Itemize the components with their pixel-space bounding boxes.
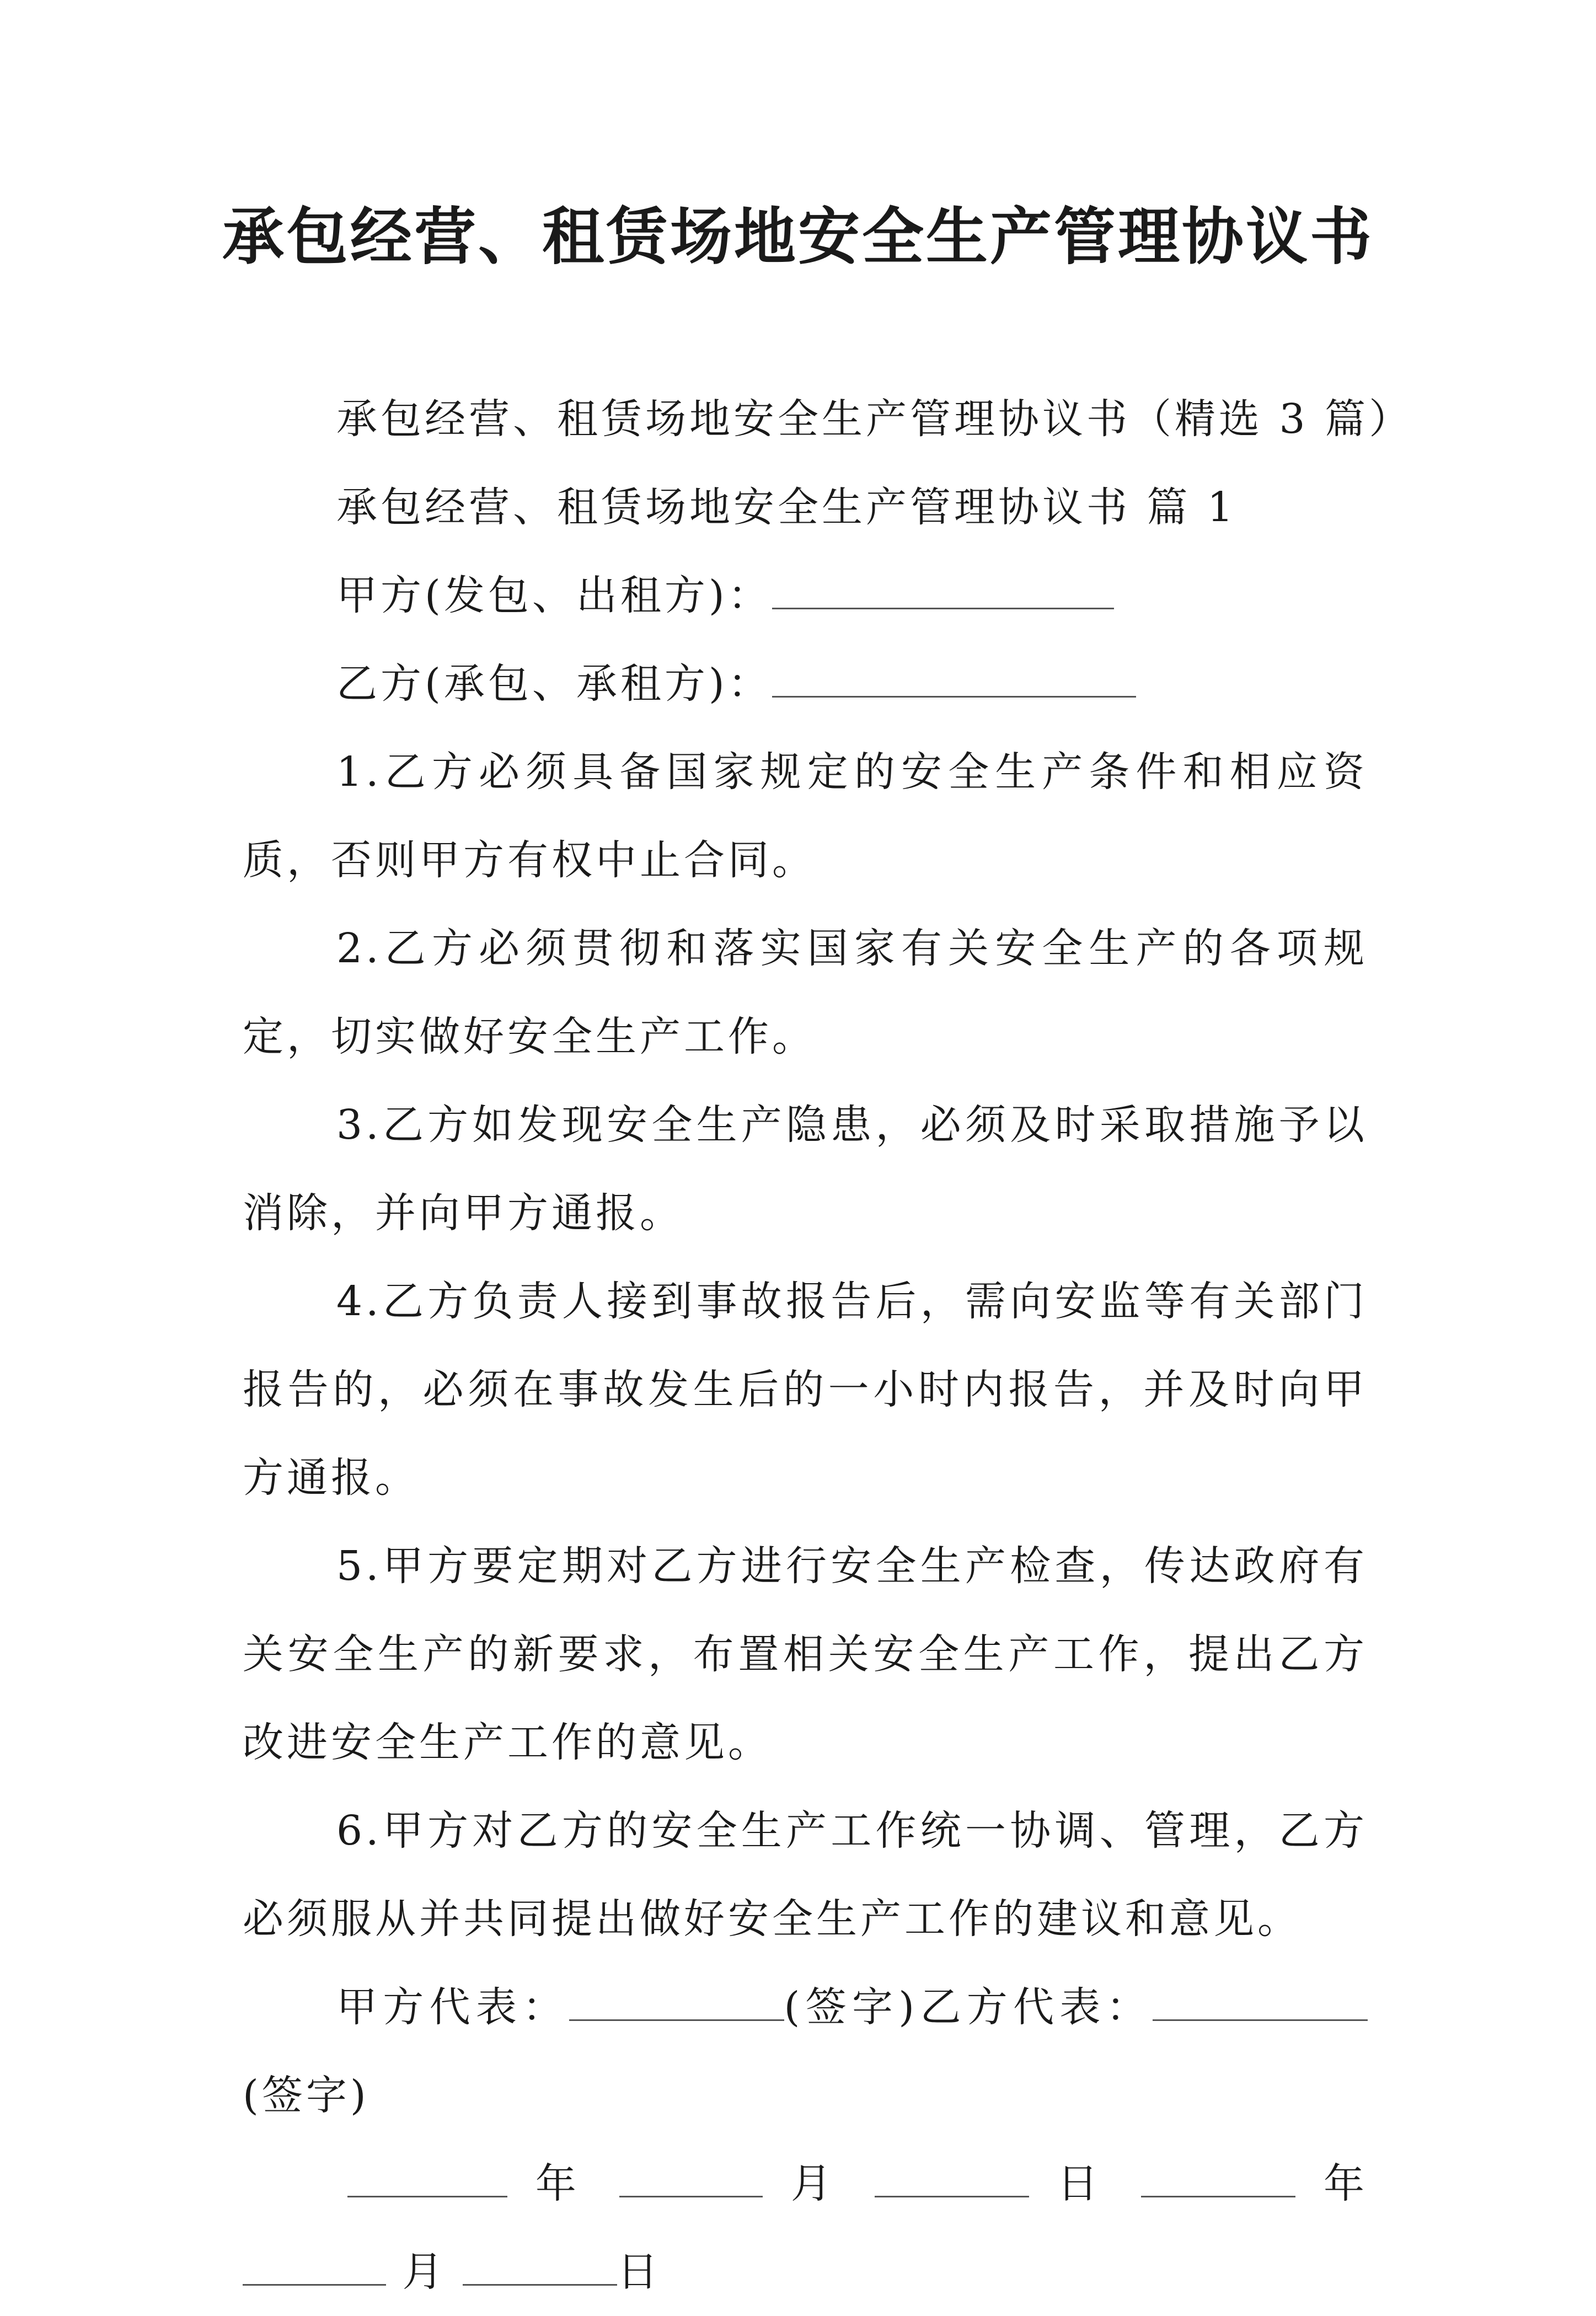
date-a-month-blank[interactable]	[619, 2157, 763, 2197]
date-b-year-blank[interactable]	[1141, 2157, 1295, 2197]
clause-1: 1.乙方必须具备国家规定的安全生产条件和相应资质，否则甲方有权中止合同。	[243, 748, 1368, 884]
clause-4: 4.乙方负责人接到事故报告后，需向安监等有关部门报告的，必须在事故发生后的一小时内报告，并及时向甲方通报。	[243, 1278, 1368, 1502]
date-a-day-blank[interactable]	[875, 2157, 1029, 2197]
signature-line	[243, 1963, 1368, 2140]
date-b-month-label: 月	[402, 2248, 447, 2296]
date-a-year-label: 年	[535, 2160, 592, 2207]
sign-mark-a: (签字)	[784, 1983, 918, 2031]
section-heading: 承包经营、租赁场地安全生产管理协议书 篇 1	[336, 484, 1237, 531]
date-b-month-blank[interactable]	[243, 2245, 386, 2286]
date-b-day-blank[interactable]	[463, 2245, 617, 2286]
clause-5: 5.甲方要定期对乙方进行安全生产检查，传达政府有关安全生产的新要求，布置相关安全生产工作，提出乙方改进安全生产工作的意见。	[243, 1542, 1368, 1766]
party-a-rep-label: 甲方代表：	[336, 1983, 569, 2031]
party-b-label: 乙方(承包、承租方)：	[336, 660, 772, 707]
document-subtitle: 承包经营、租赁场地安全生产管理协议书（精选 3 篇）	[336, 395, 1413, 443]
party-a-label: 甲方(发包、出租方)：	[336, 572, 772, 619]
date-b-day-label: 日	[617, 2248, 662, 2296]
date-line	[243, 2140, 1368, 2316]
document-body	[243, 375, 1413, 2316]
party-b-rep-label: 乙方代表：	[918, 1983, 1153, 2031]
party-b-blank[interactable]	[772, 657, 1136, 698]
party-b-line	[243, 640, 1368, 728]
clause-2: 2.乙方必须贯彻和落实国家有关安全生产的各项规定，切实做好安全生产工作。	[243, 925, 1368, 1060]
date-a-day-label: 日	[1057, 2160, 1113, 2207]
clause-3: 3.乙方如发现安全生产隐患，必须及时采取措施予以消除，并向甲方通报。	[243, 1101, 1368, 1237]
clause-6: 6.甲方对乙方的安全生产工作统一协调、管理，乙方必须服从并共同提出做好安全生产工作的建议和意见。	[243, 1807, 1368, 1943]
party-a-sign-blank[interactable]	[569, 1981, 784, 2021]
sign-mark-b: (签字)	[243, 2072, 369, 2119]
party-a-line	[243, 551, 1368, 640]
document-title: 承包经营、租赁场地安全生产管理协议书	[222, 201, 1374, 273]
party-b-sign-blank[interactable]	[1153, 1981, 1368, 2021]
date-b-year-label: 年	[1324, 2160, 1368, 2207]
date-a-year-blank[interactable]	[347, 2157, 507, 2197]
date-a-month-label: 月	[790, 2160, 847, 2207]
party-a-blank[interactable]	[772, 569, 1114, 609]
